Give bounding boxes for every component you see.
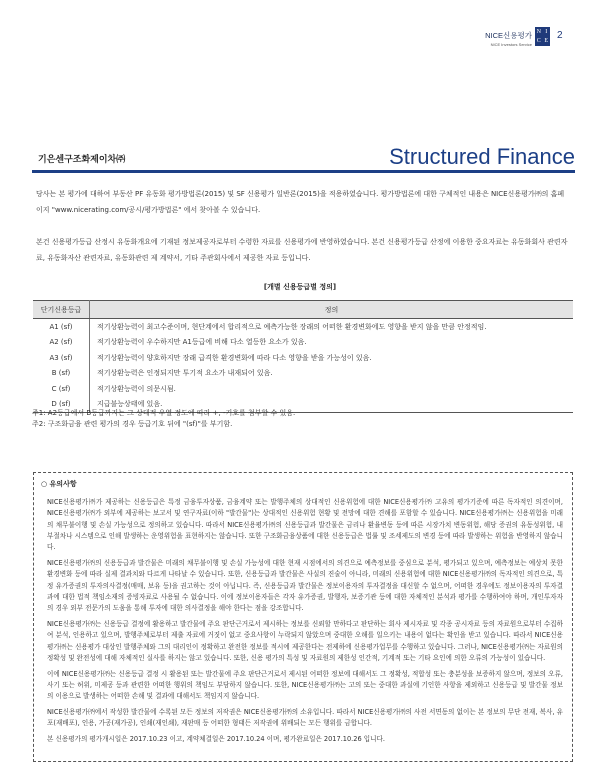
title-row bbox=[32, 142, 575, 168]
table-row bbox=[33, 319, 573, 335]
definition-cell: 적기상환능력이 의문시됨. bbox=[97, 384, 176, 393]
column-header-grade: 단기신용등급 bbox=[33, 301, 90, 319]
column-header-definition: 정의 bbox=[90, 301, 574, 319]
table-note: 주1: A2등급에서 B등급까지는 그 상대적 우열 정도에 따라 +, -기호를 첨부할 수 있음. bbox=[32, 409, 296, 417]
brand-name bbox=[470, 30, 532, 47]
disclaimer-paragraph: NICE신용평가㈜에서 작성한 발간물에 수록된 모든 정보의 저작권은 NICE신용평가㈜의 소유입니다. 따라서 NICE신용평가㈜의 사전 서면동의 없이는 본 정보의 무단 전재, 복사, 유포(재배포), 인용, 가공(재가공), 인쇄(재인쇄), 재판매 등 어떠한 형태든 저작권에 위배되는 모든 행위를 금합니다. bbox=[47, 708, 563, 728]
grade-cell: A2 (sf) bbox=[33, 335, 90, 351]
table-notes bbox=[32, 408, 295, 429]
title-divider bbox=[32, 170, 575, 173]
logo-letter: C bbox=[536, 38, 541, 45]
definition-cell: 적기상환능력이 우수하지만 A1등급에 비해 다소 열등한 요소가 있음. bbox=[97, 338, 307, 347]
intro-paragraph-methodology: 당사는 본 평가에 대하여 부동산 PF 유동화 평가방법론(2015) 및 SF 신용평가 일반론(2015)을 적용하였습니다. 평가방법론에 대한 구체적인 내용은 NICE신용평가㈜의 홈페이지 "www.nicerating.com/공시/평가방법론" 에서 찾아볼 수 있습니다. bbox=[36, 190, 565, 214]
grade-definition-table bbox=[33, 300, 573, 413]
section-title: Structured Finance bbox=[389, 144, 575, 169]
disclaimer-paragraph: 본 신용평가의 평가개시일은 2017.10.23 이고, 계약체결일은 2017.10.24 이며, 평가완료일은 2017.10.26 입니다. bbox=[47, 735, 385, 744]
nice-logo bbox=[535, 27, 550, 46]
logo-letter: N bbox=[536, 28, 541, 35]
page-number: 2 bbox=[557, 30, 563, 41]
grade-cell: B (sf) bbox=[33, 366, 90, 382]
grade-cell: A1 (sf) bbox=[33, 319, 90, 335]
definition-cell: 적기상환능력은 인정되지만 투기적 요소가 내재되어 있음. bbox=[97, 369, 273, 378]
definition-cell: 적기상환능력이 양호하지만 장래 급격한 환경변화에 따라 다소 영향을 받을 가능성이 있음. bbox=[97, 353, 372, 362]
table-row bbox=[33, 381, 573, 397]
disclaimer-paragraph: NICE신용평가㈜가 제공하는 신용등급은 특정 금융투자상품, 금융계약 또는 발행주체의 상대적인 신용위험에 대한 NICE신용평가㈜ 고유의 평가기준에 따른 독자적인 의견이며, NICE신용평가㈜가 외부에 제공하는 보고서 및 연구자료(이하 "발간물")는 상대적인 신용위험 현황 및 전망에 대한 견해를 포함할 수 있습니다. NICE신용평가㈜는 신용위험을 미래의 채무불이행 및 손실 가능성으로 정의하고 있습니다. 따라서 NICE신용평가㈜의 신용등급과 발간물은 금리나 환율변동 등에 따른 시장가치 변동위험, 해당 증권의 유동성위험, 내부절차나 시스템으로 인해 발생하는 운영위험을 표현하지는 않습니다. 또한 구조화금융상품에 대한 신용등급은 법률 및 조세제도의 변경 등에 따라 발생하는 위험을 반영하지 않습니다. bbox=[47, 498, 563, 552]
disclaimer-paragraph: NICE신용평가㈜는 신용등급 결정에 활용하고 발간물에 주요 판단근거로서 제시하는 정보를 신뢰할 만하다고 판단하는 회사 제시자료 및 각종 공시자료 등의 자료원으로부터 수집하여 분석, 인용하고 있으며, 발행주체로부터 제출 자료에 거짓이 없고 중요사항이 누락되지 않았으며 중대한 오해를 일으키는 내용이 없다는 확인을 받고 있습니다. 따라서 NICE신용평가㈜는 신용평가 대상인 발행주체와 그의 대리인이 정확하고 완전한 정보를 적시에 제공한다는 전제하에 신용평가업무를 수행하고 있습니다. 그러나, NICE신용평가㈜는 자료원의 정확성 및 완전성에 대해 자체적인 실사를 하지는 않고 있습니다. 또한, 신용 평가의 특성 및 자료원의 제한성 인간적, 기계적 또는 기타 요인에 의한 오류의 가능성이 있습니다. bbox=[47, 619, 563, 662]
disclaimer-paragraph: 이에 NICE신용평가㈜는 신용등급 결정 시 활용된 또는 발간물에 주요 판단근거로서 제시된 어떠한 정보에 대해서도 그 정확성, 적합성 또는 충분성을 보증하지 않으며, 정보의 오류, 사기 또는 허위, 미제공 등과 관련한 어떠한 행위의 책임도 부담하지 않습니다. 또한, NICE신용평가㈜는 고의 또는 중대한 과실에 기인한 사항을 제외하고 신용등급 및 발간물 정보의 이용으로 발생하는 어떠한 손해 및 결과에 대해서도 책임지지 않습니다. bbox=[47, 669, 563, 701]
definition-cell: 적기상환능력이 최고수준이며, 현단계에서 합리적으로 예측가능한 장래의 어떠한 환경변화에도 영향을 받지 않을 만큼 안정적임. bbox=[97, 322, 487, 331]
definition-cell: 지급불능상태에 있음. bbox=[90, 397, 574, 413]
disclaimer-body bbox=[47, 497, 563, 750]
brand-title: NICE신용평가 bbox=[485, 31, 532, 40]
table-caption: [개별 신용등급별 정의] bbox=[263, 283, 337, 291]
intro-paragraph-sources: 본건 신용평가등급 산정시 유동화개요에 기재된 정보제공자로부터 수령한 자료를 신용평가에 반영하였습니다. 본건 신용평가등급 산정에 이용한 중요자료는 유동화회사 관련자료, 유동화자산 관련자료, 유동화관련 제 계약서, 기타 주관회사에서 제공한 자료 등입니다. bbox=[36, 238, 568, 262]
company-name: 기은센구조화제이차㈜ bbox=[38, 155, 126, 165]
disclaimer-box bbox=[33, 472, 573, 762]
table-note: 주2: 구조화금융 관련 평가의 경우 등급기호 뒤에 "(sf)"를 부기함. bbox=[32, 419, 233, 428]
brand-subtitle: NICE Investors Service bbox=[490, 42, 532, 47]
logo-letter: I bbox=[545, 28, 548, 35]
disclaimer-paragraph: NICE신용평가㈜의 신용등급과 발간물은 미래의 채무불이행 및 손실 가능성에 대한 현재 시점에서의 의견으로 예측정보를 중심으로 분석, 평가되고 있으며, 예측정보는 예상치 못한 환경변화 등에 따라 실제 결과치와 다르게 나타날 수 있습니다. 또한, 신용등급과 발간물은 사실의 진술이 아니라, 미래의 신용위험에 대한 NICE신용평가㈜의 독자적인 의견으로, 특정 유가증권의 투자의사결정(매매, 보유 등)을 권고하는 것이 아닙니다. 즉, 신용등급과 발간물은 정보이용자의 투자결정을 대신할 수 없으며, 어떠한 경우에도 정보이용자의 투자결과에 대한 법적 책임소재의 증빙자료로 사용될 수 없습니다. 이에 정보이용자들은 각자 유가증권, 발행자, 보증기관 등에 대한 자체적인 분석과 평가를 수행하여야 하며, 개인투자자의 경우 외부 전문가의 도움을 통해 투자에 대한 의사결정을 해야 한다는 점을 강조합니다. bbox=[47, 558, 563, 613]
table-row bbox=[33, 350, 573, 366]
grade-cell: C (sf) bbox=[33, 381, 90, 397]
table-header-row bbox=[33, 301, 573, 319]
table-row bbox=[33, 335, 573, 351]
logo-letter: E bbox=[544, 38, 549, 45]
grade-cell: D (sf) bbox=[33, 397, 90, 413]
table-row bbox=[33, 366, 573, 382]
grade-cell: A3 (sf) bbox=[33, 350, 90, 366]
disclaimer-title: ○ 유의사항 bbox=[41, 480, 77, 488]
